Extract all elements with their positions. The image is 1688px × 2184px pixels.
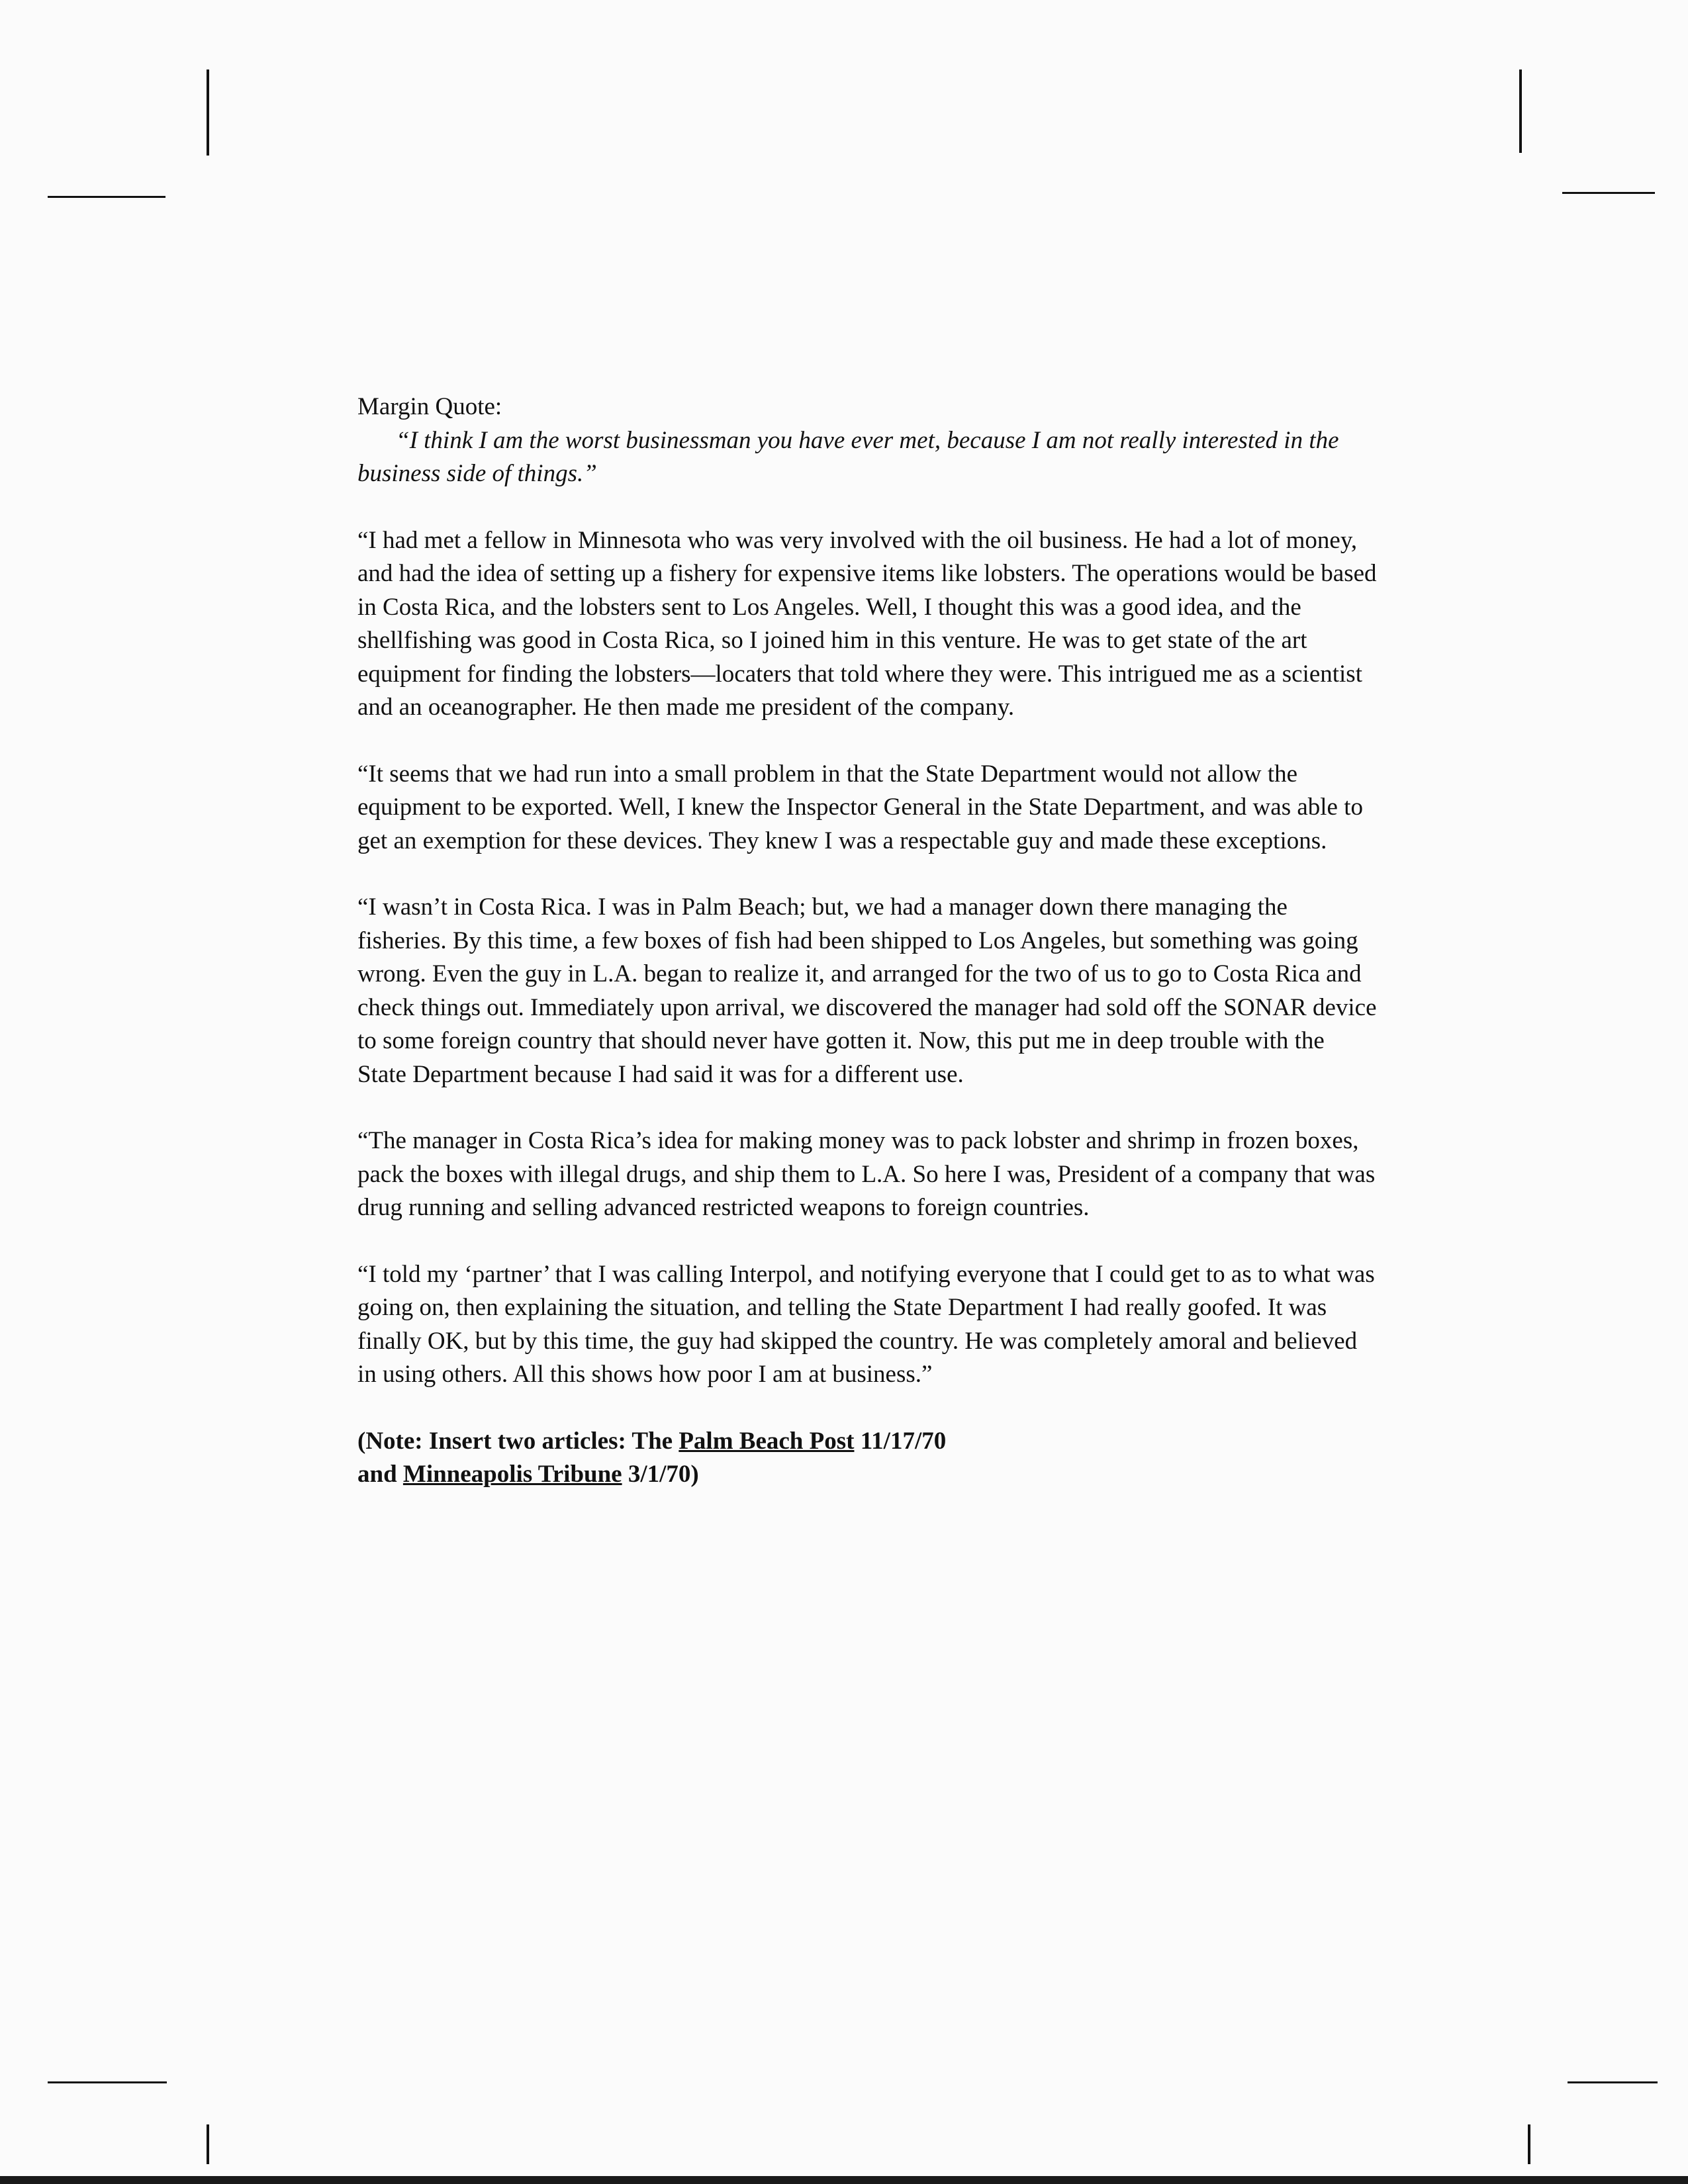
note-publication-palm-beach-post: Palm Beach Post [679,1427,855,1455]
margin-quote-label: Margin Quote: [357,393,502,420]
crop-mark-top-left-horizontal [48,196,165,198]
paragraph-interpol: “I told my ‘partner’ that I was calling Interpol, and notifying everyone that I could get to as to what was going on, then explaining the situation, and telling the State Department I had really goofed. It was finally OK, but by this time, the guy had skipped the country. He was completely amoral and believed in using others. All this shows how poor I am at business.” [357,1260,1375,1388]
paragraph-state-department: “It seems that we had run into a small problem in that the State Department would not allow the equipment to be exported. Well, I knew the Inspector General in the State Department, and was able to get an exemption for these devices. They knew I was a respectable guy and made these exceptions. [357,760,1364,854]
note-prefix: (Note: Insert two articles: The [357,1427,679,1455]
crop-mark-bottom-right-vertical [1528,2124,1530,2164]
crop-mark-top-right-horizontal [1562,192,1655,194]
crop-mark-bottom-right-horizontal [1568,2081,1658,2083]
crop-mark-top-right-vertical [1519,69,1522,153]
note-and: and [357,1461,403,1488]
scan-bottom-edge [0,2176,1688,2184]
crop-mark-bottom-left-horizontal [48,2081,167,2083]
note-date-1: 11/17/70 [854,1427,947,1455]
document-body [357,390,1377,1492]
note-publication-minneapolis-tribune: Minneapolis Tribune [402,1461,622,1488]
crop-mark-bottom-left-vertical [207,2124,209,2164]
editor-note [357,1425,1377,1492]
margin-quote: “I think I am the worst businessman you have ever met, because I am not really interested in the business side of things.” [357,426,1339,487]
paragraph-oil-fellow: “I had met a fellow in Minnesota who was very involved with the oil business. He had a lot of money, and had the idea of setting up a fishery for expensive items like lobsters. The operations would be based in Costa Rica, and the lobsters sent to Los Angeles. Well, I thought this was a good idea, and the shellfishing was good in Costa Rica, so I joined him in this venture. He was to get state of the art equipment for finding the lobsters—locaters that told where they were. This intrigued me as a scientist and an oceanographer. He then made me president of the company. [357,526,1377,721]
note-date-2: 3/1/70) [622,1461,699,1488]
paragraph-manager-idea: “The manager in Costa Rica’s idea for making money was to pack lobster and shrimp in frozen boxes, pack the boxes with illegal drugs, and ship them to L.A. So here I was, President of a company that was drug running and selling advanced restricted weapons to foreign countries. [357,1127,1376,1221]
crop-mark-top-left-vertical [207,69,209,156]
paragraph-palm-beach: “I wasn’t in Costa Rica. I was in Palm Beach; but, we had a manager down there managing the fisheries. By this time, a few boxes of fish had been shipped to Los Angeles, but something was going wrong. Even the guy in L.A. began to realize it, and arranged for the two of us to go to Costa Rica and check things out. Immediately upon arrival, we discovered the manager had sold off the SONAR device to some foreign country that should never have gotten it. Now, this put me in deep trouble with the State Department because I had said it was for a different use. [357,893,1377,1088]
